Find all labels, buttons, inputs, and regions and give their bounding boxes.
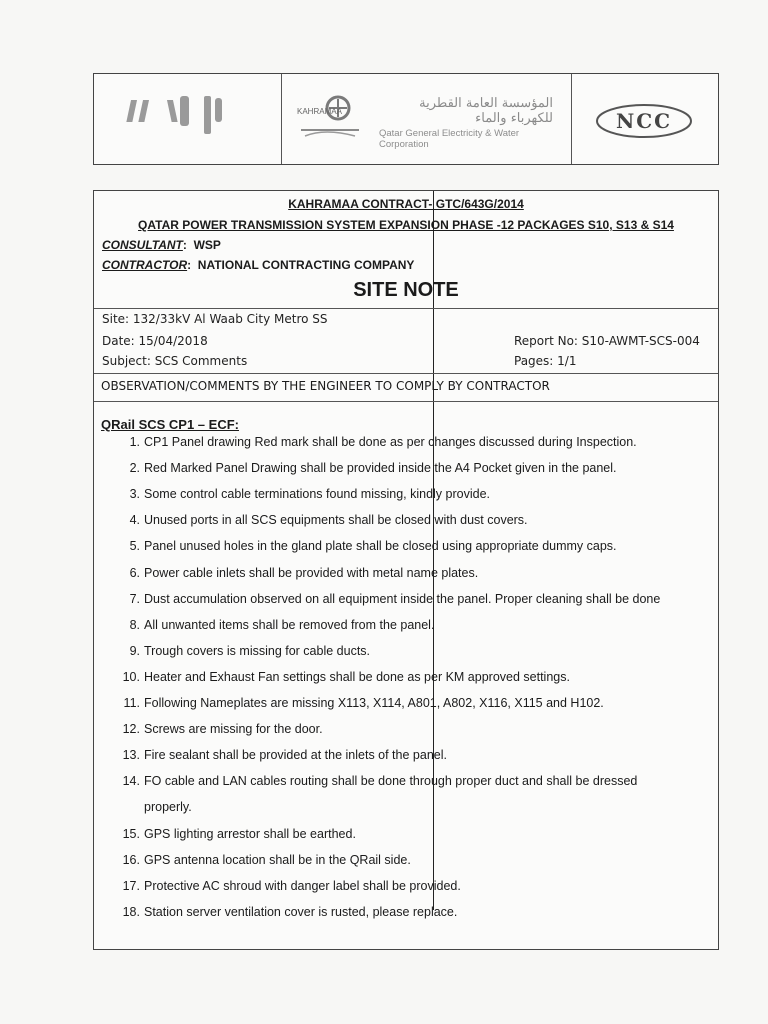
list-item-number: 4. xyxy=(129,513,140,528)
list-item-number: 6. xyxy=(129,565,140,580)
kahramaa-english-name: Qatar General Electricity & Water Corporation xyxy=(379,128,520,150)
list-item-number: 13. xyxy=(122,748,140,763)
list-item-number: 15. xyxy=(122,826,140,841)
section-title: QRail SCS CP1 – ECF: xyxy=(101,417,239,432)
logo-header xyxy=(93,73,719,165)
list-item-number: 16. xyxy=(122,852,140,867)
list-item-number: 5. xyxy=(129,539,140,554)
list-item-text: FO cable and LAN cables routing shall be done through proper duct and shall be dressed xyxy=(144,774,638,789)
kahramaa-arabic-name: المؤسسة العامة القطرية للكهرباء والماء xyxy=(419,96,553,126)
list-item-text: All unwanted items shall be removed from the panel. xyxy=(144,617,435,632)
site-field: Site: 132/33kV Al Waab City Metro SS xyxy=(102,312,328,326)
list-item-text: GPS lighting arrestor shall be earthed. xyxy=(144,826,356,841)
list-item-number: 11. xyxy=(123,696,140,710)
contractor-value: NATIONAL CONTRACTING COMPANY xyxy=(197,258,415,272)
project-title: QATAR POWER TRANSMISSION SYSTEM EXPANSION PHASE -12 PACKAGES S10, S13 & S14 xyxy=(138,218,674,232)
list-item-text: Panel unused holes in the gland plate shall be closed using appropriate dummy caps. xyxy=(144,539,617,554)
list-item-text: Screws are missing for the door. xyxy=(144,722,323,737)
list-item-text: Station server ventilation cover is rusted, please replace. xyxy=(144,904,458,919)
list-item-number: 14. xyxy=(122,774,140,789)
list-item-text: Dust accumulation observed on all equipment inside the panel. Proper cleaning shall be done xyxy=(144,591,661,606)
report-number-field: Report No: S10-AWMT-SCS-004 xyxy=(514,334,700,348)
list-item-number: 17. xyxy=(122,878,140,893)
list-item-text: Heater and Exhaust Fan settings shall be done as per KM approved settings. xyxy=(144,669,570,684)
list-item-text: Power cable inlets shall be provided with metal name plates. xyxy=(144,565,479,580)
wsp-logo xyxy=(124,86,254,146)
list-item-number: 3. xyxy=(129,487,140,502)
wsp-logo-cell xyxy=(94,74,282,164)
consultant-line: CONSULTANT: WSP xyxy=(102,238,221,252)
list-item-number: 1. xyxy=(129,435,140,449)
date-field: Date: 15/04/2018 xyxy=(102,334,208,348)
consultant-value: WSP xyxy=(193,238,221,252)
contractor-line: CONTRACTOR: NATIONAL CONTRACTING COMPANY xyxy=(102,258,415,272)
ncc-logo-cell xyxy=(571,74,718,164)
list-item-text: Red Marked Panel Drawing shall be provided inside the A4 Pocket given in the panel. xyxy=(144,461,617,476)
list-item-text: Trough covers is missing for cable ducts. xyxy=(144,643,371,658)
list-item-text: Unused ports in all SCS equipments shall be closed with dust covers. xyxy=(144,513,528,528)
ncc-logo xyxy=(594,102,694,140)
contractor-label: CONTRACTOR xyxy=(102,258,188,272)
subject-field: Subject: SCS Comments xyxy=(102,354,248,368)
list-item-text: Some control cable terminations found missing, kindly provide. xyxy=(144,487,491,502)
list-item-number: 2. xyxy=(129,461,140,476)
observation-heading: OBSERVATION/COMMENTS BY THE ENGINEER TO COMPLY BY CONTRACTOR xyxy=(101,379,550,393)
divider xyxy=(94,373,718,374)
list-item-number: 18. xyxy=(122,904,140,919)
list-item-text: Protective AC shroud with danger label shall be provided. xyxy=(144,878,461,893)
list-item-text: Following Nameplates are missing X113, X114, A801, A802, X116, X115 and H102. xyxy=(144,696,604,710)
consultant-label: CONSULTANT xyxy=(102,238,183,252)
list-item-number: 7. xyxy=(129,591,140,606)
divider xyxy=(94,308,718,309)
list-item-number: 8. xyxy=(129,617,140,632)
site-note-body xyxy=(93,190,719,950)
kahramaa-latin-text: KAHRAMAA xyxy=(297,107,342,116)
list-item-number: 12. xyxy=(122,722,140,737)
document-title: SITE NOTE xyxy=(353,279,459,301)
kahramaa-emblem-icon xyxy=(295,90,365,145)
list-item-text: GPS antenna location shall be in the QRail side. xyxy=(144,852,411,867)
list-item-text: CP1 Panel drawing Red mark shall be done as per changes discussed during Inspection. xyxy=(144,435,637,449)
pages-field: Pages: 1/1 xyxy=(514,354,577,368)
list-item-text: Fire sealant shall be provided at the inlets of the panel. xyxy=(144,748,447,763)
kahramaa-logo-cell xyxy=(281,74,572,164)
list-item-number: 9. xyxy=(129,643,140,658)
contract-number: KAHRAMAA CONTRACT- GTC/643G/2014 xyxy=(288,197,524,211)
divider xyxy=(94,401,718,402)
list-item-text: properly. xyxy=(144,800,192,815)
list-item-number: 10. xyxy=(122,669,140,684)
ncc-logo-text: NCC xyxy=(615,109,673,133)
